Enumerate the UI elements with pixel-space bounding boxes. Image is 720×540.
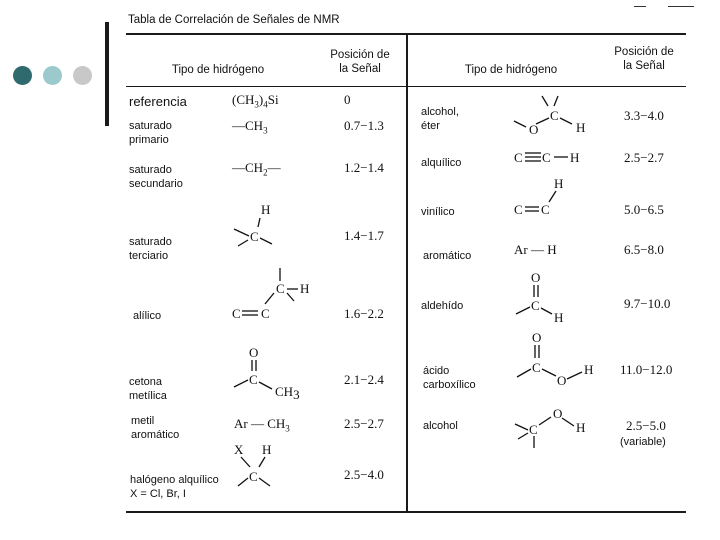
structure-tertiary-ch [228, 200, 288, 250]
left-row-value: 1.6−2.2 [344, 306, 384, 321]
bullet-dot-dark [13, 66, 32, 85]
svg-text:H: H [300, 281, 310, 296]
svg-text:C: C [529, 422, 538, 437]
svg-text:C: C [550, 108, 559, 123]
svg-text:C: C [514, 202, 523, 217]
left-row-label: metil aromático [131, 415, 180, 441]
left-header-position [316, 48, 404, 76]
svg-text:C: C [531, 298, 540, 313]
right-header-position-line1: Posición de [614, 46, 674, 58]
left-header-position-line2: la Señal [339, 63, 381, 75]
svg-text:C: C [532, 360, 541, 375]
svg-text:C: C [514, 150, 523, 165]
left-row-value: 2.5−4.0 [344, 467, 384, 482]
svg-text:X: X [234, 442, 244, 457]
left-header-position-line1: Posición de [330, 49, 390, 61]
left-row-value: 1.2−1.4 [344, 160, 384, 175]
svg-text:C: C [261, 306, 270, 321]
svg-text:O: O [249, 345, 259, 360]
top-rule-long [668, 6, 694, 7]
right-row-label: alcohol [423, 420, 458, 432]
top-rule-short [634, 6, 646, 7]
left-row-label: halógeno alquílico X = Cl, Br, I [130, 474, 219, 500]
svg-text:C: C [232, 306, 241, 321]
right-row-label: ácido carboxílico [423, 365, 476, 391]
right-header-type: Tipo de hidrógeno [464, 64, 558, 76]
structure-alcohol-oh [512, 404, 602, 454]
left-row-value: 0 [344, 92, 351, 107]
formula-ar-h: Ar — H [514, 242, 557, 257]
svg-text:CH3: CH3 [275, 384, 300, 402]
slide-accent-bar [105, 22, 109, 126]
svg-text:H: H [261, 202, 271, 217]
svg-text:O: O [532, 330, 542, 345]
right-row-value: 2.5−2.7 [624, 150, 664, 165]
left-row-label: referencia [129, 94, 187, 109]
right-header-position [600, 45, 688, 73]
left-row-value: 1.4−1.7 [344, 228, 384, 243]
svg-text:H: H [584, 362, 594, 377]
svg-text:H: H [554, 310, 564, 325]
right-row-value: 11.0−12.0 [620, 362, 673, 377]
structure-carboxylic-acid [512, 328, 612, 388]
table-column-divider [406, 33, 408, 513]
right-row-value: 6.5−8.0 [624, 242, 664, 257]
svg-text:C: C [541, 202, 550, 217]
svg-text:O: O [529, 122, 539, 137]
structure-ether-ch [512, 94, 592, 140]
right-row-value: 3.3−4.0 [624, 108, 664, 123]
svg-text:H: H [576, 420, 586, 435]
left-row-value: 2.5−2.7 [344, 416, 384, 431]
svg-text:C: C [542, 150, 551, 165]
formula-tms: $(CH_3)_4Si$ [232, 92, 279, 110]
right-row-note: (variable) [620, 436, 666, 448]
svg-text:H: H [554, 176, 564, 191]
structure-aldehyde [512, 268, 582, 324]
left-row-value: 0.7−1.3 [344, 118, 384, 133]
formula-ch3: $—CH_3$ [232, 118, 268, 136]
structure-methyl-ketone [228, 344, 318, 400]
left-row-label: cetona metílica [129, 376, 167, 402]
right-row-label: vinílico [421, 206, 455, 218]
right-row-label: alcohol, éter [421, 106, 459, 132]
left-row-label: saturado secundario [129, 164, 183, 190]
left-row-label: saturado terciario [129, 236, 172, 262]
svg-text:C: C [250, 229, 259, 244]
bullet-dot-gray [73, 66, 92, 85]
table-bottom-rule [126, 511, 686, 513]
left-row-value: 2.1−2.4 [344, 372, 384, 387]
right-row-label: aromático [423, 250, 472, 262]
svg-text:O: O [553, 406, 563, 421]
structure-alkyne-ch [514, 146, 584, 168]
svg-text:C: C [276, 281, 285, 296]
formula-ar-ch3: Ar — $CH_3$ [234, 416, 290, 434]
left-row-label: saturado primario [129, 120, 172, 146]
svg-text:C: C [249, 372, 258, 387]
svg-text:H: H [570, 150, 580, 165]
left-header-type: Tipo de hidrógeno [171, 64, 265, 76]
structure-vinyl-ch [514, 176, 574, 218]
right-header-position-line2: la Señal [623, 60, 665, 72]
bullet-dot-light [43, 66, 62, 85]
right-row-value: 5.0−6.5 [624, 202, 664, 217]
formula-ch2: $—CH_2—$ [232, 160, 281, 178]
right-row-label: alquílico [421, 157, 462, 169]
table-title: Tabla de Correlación de Señales de NMR [128, 14, 340, 26]
svg-text:H: H [262, 442, 272, 457]
svg-text:C: C [249, 469, 258, 484]
right-row-label: aldehído [421, 300, 464, 312]
structure-alkyl-halide [230, 440, 290, 490]
right-row-value: 2.5−5.0 [626, 418, 666, 433]
left-row-label: alílico [133, 310, 162, 322]
svg-text:H: H [576, 120, 586, 135]
svg-text:O: O [557, 373, 567, 388]
right-row-value: 9.7−10.0 [624, 296, 671, 311]
svg-text:O: O [531, 270, 541, 285]
structure-allylic [230, 266, 326, 326]
